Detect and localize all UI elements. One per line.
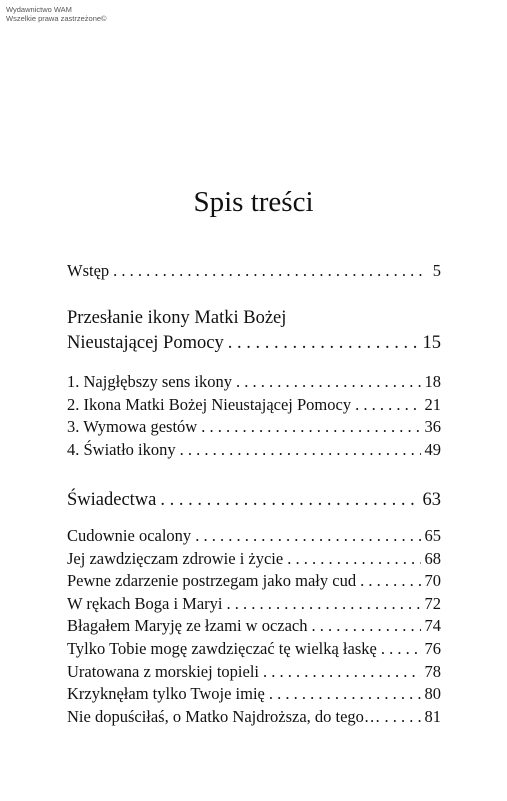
toc-entry-label: Cudownie ocalony bbox=[67, 526, 192, 545]
toc-entry bbox=[67, 639, 441, 662]
toc-entry-page: 49 bbox=[424, 439, 441, 459]
toc-entry-page: 15 bbox=[422, 333, 441, 353]
toc-entry bbox=[67, 261, 441, 284]
toc-entry bbox=[67, 594, 441, 617]
toc-entry bbox=[67, 526, 441, 549]
toc-entry-label: 2. Ikona Matki Bożej Nieustającej Pomocy bbox=[67, 394, 352, 414]
toc-entry bbox=[67, 417, 441, 440]
toc-leader-dots bbox=[160, 490, 418, 511]
toc-intro bbox=[67, 261, 441, 284]
toc-entry bbox=[67, 571, 441, 594]
toc-section-1-items bbox=[67, 372, 441, 462]
toc-entry-page: 65 bbox=[424, 526, 441, 545]
toc-entry-label: Uratowana z morskiej topieli bbox=[67, 661, 259, 681]
toc-entry-page: 36 bbox=[424, 417, 441, 437]
toc-leader-dots bbox=[287, 549, 420, 569]
section-heading-line: Nieustającej Pomocy bbox=[67, 333, 224, 353]
watermark-publisher: Wydawnictwo WAM bbox=[6, 5, 72, 14]
toc-entry bbox=[67, 440, 441, 463]
toc-entry-page: 81 bbox=[424, 706, 441, 726]
toc-entry-page: 70 bbox=[424, 571, 441, 591]
toc-entry-page: 80 bbox=[424, 684, 441, 704]
toc-entry bbox=[67, 549, 441, 572]
toc-entry-page: 5 bbox=[432, 261, 441, 280]
toc-leader-dots bbox=[228, 333, 419, 354]
section-heading: Świadectwa bbox=[67, 490, 157, 510]
toc-entry-label: Błagałem Maryję ze łzami w oczach bbox=[67, 616, 308, 636]
toc-section-1 bbox=[67, 308, 441, 357]
toc-section-heading bbox=[67, 333, 441, 357]
toc-leader-dots bbox=[226, 594, 420, 614]
toc-leader-dots bbox=[263, 662, 421, 682]
toc-leader-dots bbox=[195, 526, 420, 546]
toc-entry-label: Nie dopuściłaś, o Matko Najdroższa, do tego… bbox=[67, 706, 381, 726]
toc-entry-label: Pewne zdarzenie postrzegam jako mały cud bbox=[67, 571, 357, 591]
toc-entry bbox=[67, 662, 441, 685]
toc-entry bbox=[67, 707, 441, 730]
watermark-copyright: Wszelkie prawa zastrzeżone© bbox=[6, 14, 107, 23]
toc-leader-dots bbox=[201, 417, 420, 437]
toc-leader-dots bbox=[312, 616, 421, 636]
toc-leader-dots bbox=[384, 707, 420, 727]
toc-entry-page: 76 bbox=[424, 638, 441, 658]
toc-entry-label: Tylko Tobie mogę zawdzięczać tę wielką łaskę bbox=[67, 638, 377, 658]
toc-entry-page: 63 bbox=[422, 490, 441, 510]
section-heading-line: Przesłanie ikony Matki Bożej bbox=[67, 308, 287, 328]
toc-entry-page: 68 bbox=[424, 548, 441, 568]
toc-leader-dots bbox=[113, 261, 423, 281]
toc-entry-label: Jej zawdzięczam zdrowie i życie bbox=[67, 548, 284, 568]
toc-leader-dots bbox=[355, 395, 420, 415]
toc-section-heading bbox=[67, 490, 441, 514]
toc-entry-page: 78 bbox=[424, 661, 441, 681]
toc-section-2 bbox=[67, 490, 441, 514]
publisher-watermark bbox=[6, 5, 107, 23]
toc-entry-label: 1. Najgłębszy sens ikony bbox=[67, 372, 232, 391]
toc-entry-page: 72 bbox=[424, 593, 441, 613]
toc-entry-label: Wstęp bbox=[67, 261, 110, 280]
toc-entry bbox=[67, 372, 441, 395]
toc-entry-label: 3. Wymowa gestów bbox=[67, 417, 198, 437]
toc-entry-page: 21 bbox=[424, 394, 441, 414]
toc-entry-label: Krzyknęłam tylko Twoje imię bbox=[67, 684, 265, 704]
toc-entry-label: 4. Światło ikony bbox=[67, 439, 176, 459]
toc-entry-page: 18 bbox=[424, 372, 441, 391]
toc-entry bbox=[67, 684, 441, 707]
toc-entry-label: W rękach Boga i Maryi bbox=[67, 593, 223, 613]
toc-leader-dots bbox=[360, 571, 420, 591]
toc-entry-page: 74 bbox=[424, 616, 441, 636]
toc-leader-dots bbox=[236, 372, 421, 392]
toc-leader-dots bbox=[180, 440, 421, 460]
toc-leader-dots bbox=[381, 639, 421, 659]
toc-entry bbox=[67, 395, 441, 418]
toc-section-2-items bbox=[67, 526, 441, 729]
toc-leader-dots bbox=[269, 684, 421, 704]
page-title: Spis treści bbox=[193, 186, 314, 218]
toc-entry bbox=[67, 616, 441, 639]
